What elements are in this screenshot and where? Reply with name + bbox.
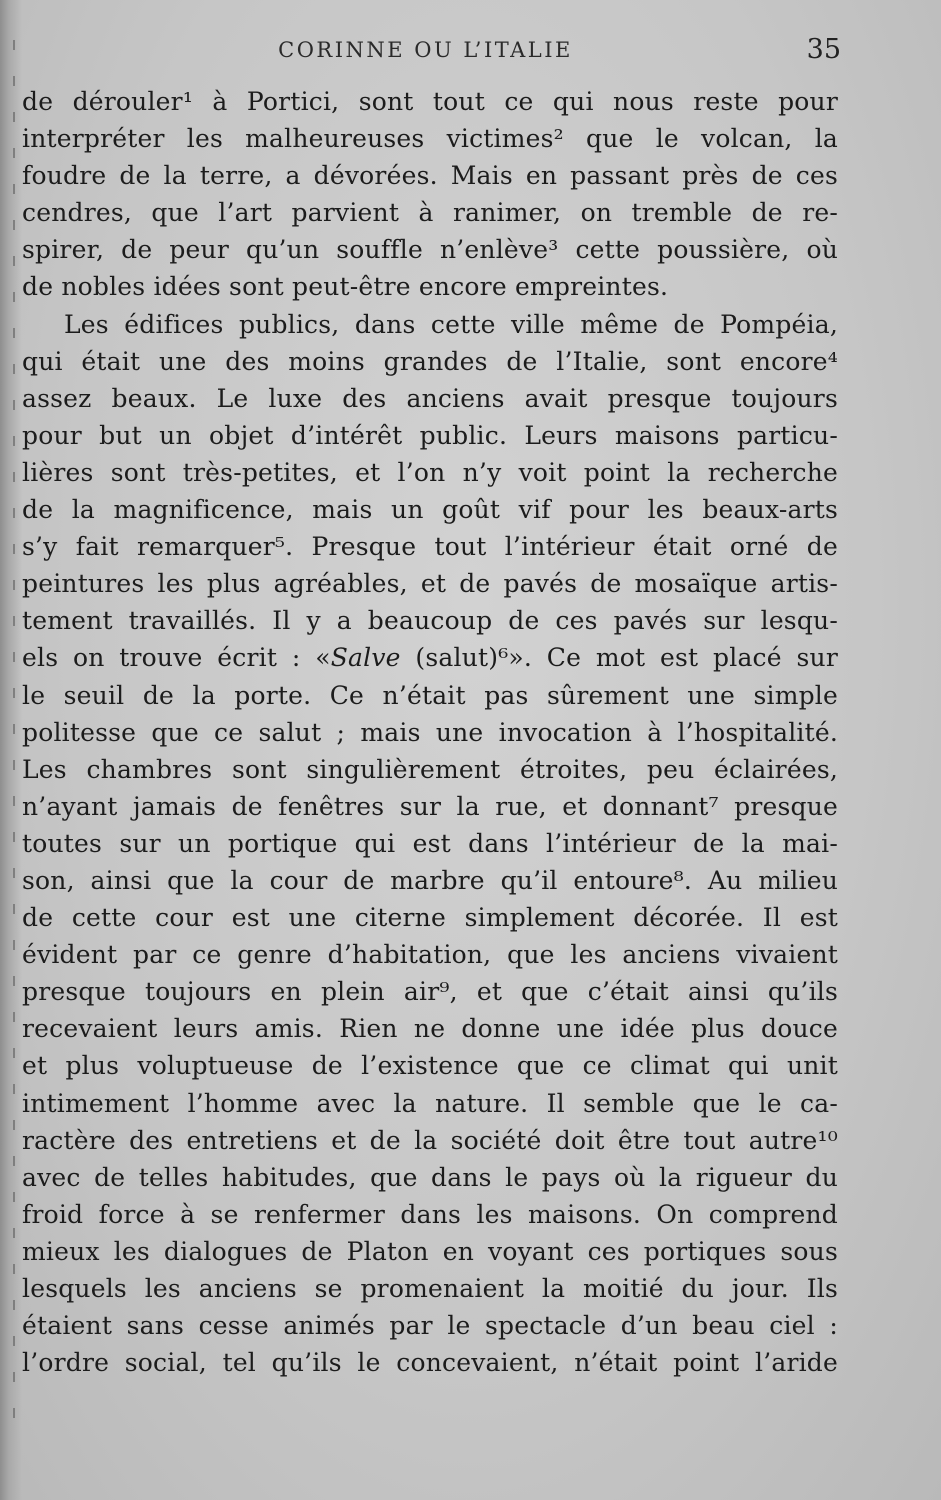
text-line: lesquels les anciens se promenaient la moitié du jour. Ils <box>22 1274 838 1303</box>
text-line: tement travaillés. Il y a beaucoup de ces pavés sur lesqu- <box>22 606 838 636</box>
gutter-binding-marks <box>13 40 15 1440</box>
body-text <box>22 83 838 1381</box>
running-title: CORINNE OU L’ITALIE <box>278 38 573 62</box>
text-line: de la magnificence, mais un goût vif pour les beaux-arts <box>22 495 838 525</box>
text-line: froid force à se renfermer dans les maisons. On comprend <box>22 1199 838 1229</box>
text-line: intimement l’homme avec la nature. Il semble que le ca- <box>22 1088 838 1118</box>
text-line: interpréter les malheureuses victimes² que le volcan, la <box>22 124 838 154</box>
text-line: spirer, de peur qu’un souffle n’enlève³ cette poussière, où <box>22 235 838 265</box>
text-line: s’y fait remarquer⁵. Presque tout l’intérieur était orné de <box>22 532 838 562</box>
text-line: n’ayant jamais de fenêtres sur la rue, et donnant⁷ presque <box>22 791 838 821</box>
text-line: peintures les plus agréables, et de pavés de mosaïque artis- <box>22 569 838 599</box>
text-line: de cette cour est une citerne simplement décorée. Il est <box>22 903 838 933</box>
text-line: foudre de la terre, a dévorées. Mais en passant près de ces <box>22 161 838 191</box>
running-header <box>0 34 941 74</box>
text-line: son, ainsi que la cour de marbre qu’il entoure⁸. Au milieu <box>22 865 838 895</box>
text-line: assez beaux. Le luxe des anciens avait presque toujours <box>22 383 838 413</box>
text-line: cendres, que l’art parvient à ranimer, on tremble de re- <box>22 198 838 228</box>
page-edge-shadow <box>0 0 22 1500</box>
text-line: le seuil de la porte. Ce n’était pas sûrement une simple <box>22 680 838 710</box>
text-line: étaient sans cesse animés par le spectacle d’un beau ciel : <box>22 1311 838 1341</box>
text-line: avec de telles habitudes, que dans le pays où la rigueur du <box>22 1162 838 1192</box>
text-line: et plus voluptueuse de l’existence que ce climat qui unit <box>22 1051 838 1081</box>
text-line: de nobles idées sont peut-être encore empreintes. <box>22 272 669 302</box>
text-line: Les chambres sont singulièrement étroites, peu éclairées, <box>22 754 838 784</box>
text-line: pour but un objet d’intérêt public. Leurs maisons particu- <box>22 420 838 450</box>
text-line: qui était une des moins grandes de l’Italie, sont encore⁴ <box>22 346 838 376</box>
italic-word: Salve <box>330 643 401 673</box>
text-line: els on trouve écrit : «Salve (salut)⁶». Ce mot est placé sur <box>22 643 838 673</box>
text-line: l’ordre social, tel qu’ils le concevaient, n’était point l’aride <box>22 1348 838 1378</box>
text-line: ractère des entretiens et de la société doit être tout autre¹⁰ <box>22 1125 838 1155</box>
text-line: Les édifices publics, dans cette ville même de Pompéia, <box>64 309 838 339</box>
page-number: 35 <box>806 34 841 65</box>
text-line: toutes sur un portique qui est dans l’intérieur de la mai- <box>22 828 838 858</box>
text-line: mieux les dialogues de Platon en voyant ces portiques sous <box>22 1236 838 1266</box>
text-line: de dérouler¹ à Portici, sont tout ce qui nous reste pour <box>22 87 838 116</box>
text-line: politesse que ce salut ; mais une invocation à l’hospitalité. <box>22 717 838 747</box>
text-line: presque toujours en plein air⁹, et que c’était ainsi qu’ils <box>22 977 838 1007</box>
text-line: évident par ce genre d’habitation, que les anciens vivaient <box>22 940 838 970</box>
text-line: lières sont très-petites, et l’on n’y voit point la recherche <box>22 457 838 487</box>
text-line: recevaient leurs amis. Rien ne donne une idée plus douce <box>22 1014 838 1044</box>
